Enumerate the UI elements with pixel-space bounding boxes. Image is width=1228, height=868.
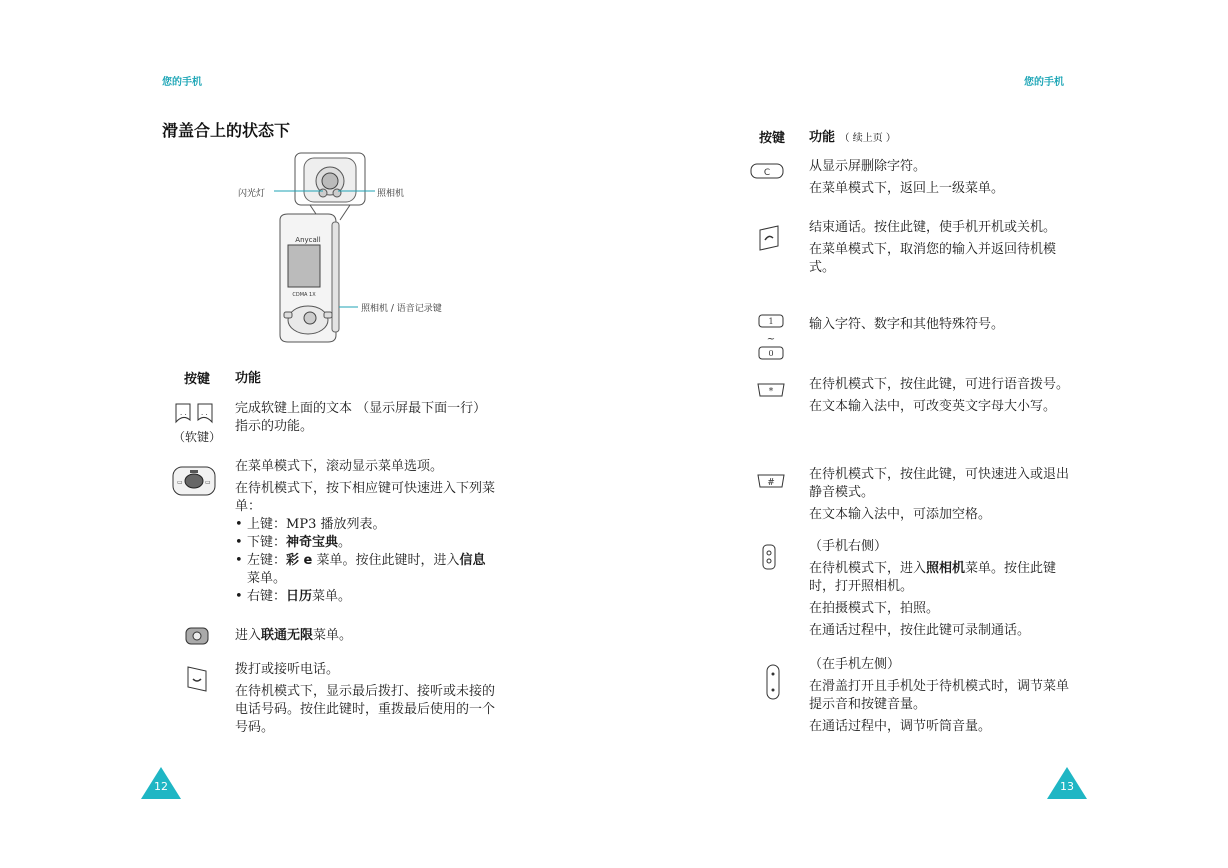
paragraph: 在菜单模式下，返回上一级菜单。 <box>809 181 1005 196</box>
row-hash-desc <box>809 466 1069 524</box>
paragraph: 输入字符、数字和其他特殊符号。 <box>809 317 1005 332</box>
continued-note: （ 续上页 ） <box>839 133 896 144</box>
svg-text:C: C <box>763 168 771 178</box>
svg-text:· ·: · · <box>201 411 208 419</box>
phone-illustration <box>230 150 490 350</box>
paragraph: 在菜单模式下，滚动显示菜单选项。 <box>235 459 444 474</box>
bullet-right: • 右键：日历菜单。 <box>235 588 495 606</box>
table-header-key-left: 按键 <box>184 372 211 387</box>
svg-text:*: * <box>768 387 774 397</box>
star-key-icon <box>756 382 786 398</box>
row-camera-desc <box>809 538 1069 640</box>
paragraph: （手机右侧） <box>809 539 888 554</box>
navigation-key-icon <box>172 466 216 496</box>
running-head-right: 您的手机 <box>1024 77 1064 88</box>
volume-key-icon <box>766 664 780 700</box>
paragraph: 完成软键上面的文本 （显示屏最下面一行）指示的功能。 <box>235 401 487 434</box>
softkey-icons <box>173 400 215 426</box>
paragraph: 进入联通无限菜单。 <box>235 628 353 643</box>
row-unicom-desc <box>235 627 490 645</box>
paragraph: 在滑盖打开且手机处于待机模式时，调节菜单提示音和按键音量。 <box>809 679 1070 712</box>
svg-text:~: ~ <box>766 334 776 345</box>
paragraph: 从显示屏删除字符。 <box>809 159 927 174</box>
paragraph: 结束通话。按住此键，使手机开机或关机。 <box>809 220 1057 235</box>
table-header-key-right: 按键 <box>759 131 786 146</box>
row-star-desc <box>809 376 1069 416</box>
row-send-desc <box>235 661 495 737</box>
svg-text:▭: ▭ <box>205 479 211 486</box>
send-key-icon <box>185 665 209 693</box>
paragraph: 拨打或接听电话。 <box>235 662 340 677</box>
paragraph: 在文本输入法中，可改变英文字母大小写。 <box>809 399 1057 414</box>
paragraph: 在待机模式下，按住此键，可快速进入或退出静音模式。 <box>809 467 1070 500</box>
phone-model: CDMA 1X <box>292 292 316 298</box>
svg-text:· ·: · · <box>180 411 187 419</box>
phone-figure <box>230 150 490 350</box>
paragraph: 在待机模式下，按下相应键可快速进入下列菜单： <box>235 481 496 514</box>
callout-side-key: 照相机 / 语音记录键 <box>361 304 442 314</box>
row-navigation-desc <box>235 458 495 606</box>
paragraph: （在手机左侧） <box>809 657 901 672</box>
hash-key-icon <box>756 473 786 489</box>
camera-side-key-icon <box>762 544 776 570</box>
clear-key-icon <box>750 163 784 179</box>
bullet-down: • 下键：神奇宝典。 <box>235 534 495 552</box>
end-key-icon <box>757 224 781 252</box>
svg-text:1: 1 <box>768 317 774 326</box>
svg-text:0: 0 <box>768 349 774 358</box>
paragraph: 在待机模式下，进入照相机菜单。按住此键时，打开照相机。 <box>809 561 1057 594</box>
row-end-desc <box>809 219 1069 277</box>
table-header-function-left: 功能 <box>235 371 262 386</box>
phone-brand: Anycall <box>295 236 321 244</box>
paragraph: 在通话过程中，调节听筒音量。 <box>809 719 992 734</box>
section-title: 滑盖合上的状态下 <box>162 121 291 140</box>
page-number-left: 12 <box>154 780 168 793</box>
paragraph: 在待机模式下，按住此键，可进行语音拨号。 <box>809 377 1070 392</box>
unicom-key-icon <box>185 627 209 645</box>
table-header-function-right: 功能 （ 续上页 ） <box>809 130 896 145</box>
paragraph: 在待机模式下，显示最后拨打、接听或未接的电话号码。按住此键时，重拨最后使用的一个号码。 <box>235 684 496 735</box>
running-head-left: 您的手机 <box>162 77 202 88</box>
paragraph: 在通话过程中，按住此键可录制通话。 <box>809 623 1031 638</box>
paragraph: 在拍摄模式下，拍照。 <box>809 601 940 616</box>
softkey-caption: （软键） <box>173 430 222 444</box>
bullet-left: • 左键：彩 e 菜单。按住此键时，进入信息菜单。 <box>235 552 495 588</box>
row-number-desc <box>809 316 1069 334</box>
paragraph: 在菜单模式下，取消您的输入并返回待机模式。 <box>809 242 1057 275</box>
number-keys-icon <box>758 314 784 362</box>
callout-camera: 照相机 <box>377 189 405 199</box>
row-volume-desc <box>809 656 1069 736</box>
paragraph: 在文本输入法中，可添加空格。 <box>809 507 992 522</box>
bullet-up: • 上键：MP3 播放列表。 <box>235 516 495 534</box>
row-clear-desc <box>809 158 1069 198</box>
callout-flash: 闪光灯 <box>238 189 266 199</box>
svg-text:#: # <box>767 478 775 488</box>
svg-text:▭: ▭ <box>177 479 183 486</box>
page-number-right: 13 <box>1060 780 1074 793</box>
row-softkey-desc <box>235 400 490 436</box>
